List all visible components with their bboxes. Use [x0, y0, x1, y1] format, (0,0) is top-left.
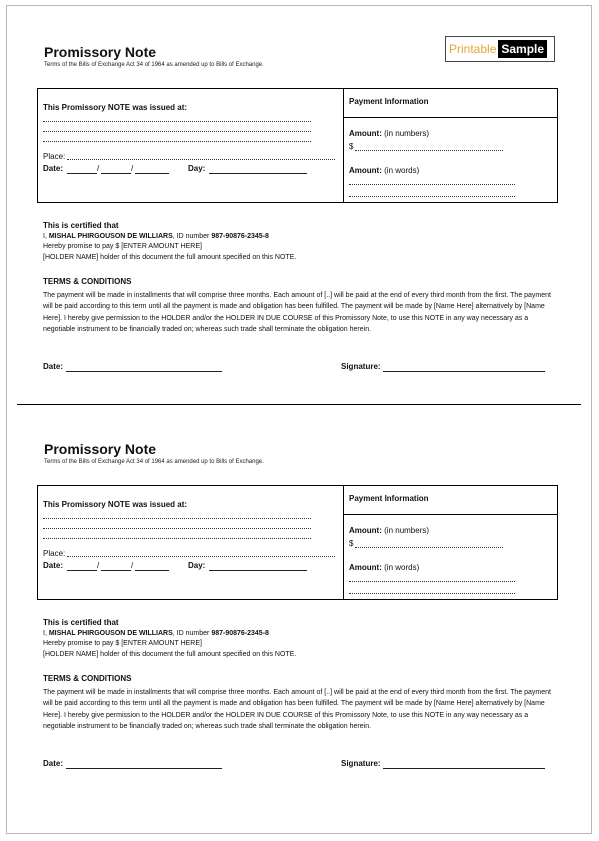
- amount-numbers-label-strong: Amount:: [349, 129, 382, 138]
- signing-date-field[interactable]: [66, 768, 222, 769]
- signature-field[interactable]: [383, 371, 545, 372]
- date-day-field[interactable]: [67, 173, 97, 174]
- terms-body: The payment will be made in installments that will comprise three months. Each amount of [..] will be paid at the end of every third month from the first. The payment will be paid according to this term until all the payment is made and obligation has been fulfilled. The payment will be made by [Name Here] alternatively by [Name Here]. I hereby give permission to the HOLDER and/or the HOLDER IN DUE COURSE of this Promissory Note, to use this NOTE in any way necessary as a negotiable instrument to be financially traded on; whereas such trade shall terminate the obligation herein.: [43, 689, 551, 731]
- promisor-prefix: I,: [43, 630, 47, 637]
- amount-numbers-hint: (in numbers): [384, 129, 430, 138]
- day-label: Day:: [188, 164, 206, 173]
- issued-at-line-2[interactable]: [43, 131, 311, 132]
- terms-body: The payment will be made in installments that will comprise three months. Each amount of [..] will be paid at the end of every third month from the first. The payment will be paid according to this term until all the payment is made and obligation has been fulfilled. The payment will be made by [Name Here] alternatively by [Name Here]. I hereby give permission to the HOLDER and/or the HOLDER IN DUE COURSE of this Promissory Note, to use this NOTE in any way necessary as a negotiable instrument to be financially traded on; whereas such trade shall terminate the obligation herein.: [43, 292, 551, 334]
- certified-heading: This is certified that: [43, 221, 119, 230]
- issued-at-label: This Promissory NOTE was issued at:: [43, 103, 188, 112]
- box-divider: [343, 89, 344, 202]
- dollar-sign: $: [349, 539, 354, 548]
- amount-words-hint: (in words): [384, 166, 420, 175]
- place-field[interactable]: [67, 556, 335, 557]
- amount-words-label: [349, 563, 419, 572]
- date-label: Date:: [43, 561, 64, 570]
- day-label: Day:: [188, 561, 206, 570]
- payment-info-title: Payment Information: [349, 494, 429, 503]
- id-label: , ID number: [172, 233, 210, 240]
- id-label: , ID number: [172, 630, 210, 637]
- promisor-line: [43, 233, 269, 240]
- signing-date-label: Date:: [43, 362, 64, 371]
- amount-words-hint: (in words): [384, 563, 420, 572]
- date-month-field[interactable]: [101, 173, 131, 174]
- signature-label: Signature:: [341, 759, 381, 768]
- amount-words-field-1[interactable]: [349, 581, 515, 582]
- promise-amount-line: Hereby promise to pay $ [ENTER AMOUNT HERE]: [43, 640, 202, 647]
- issued-at-line-2[interactable]: [43, 528, 311, 529]
- amount-words-label: [349, 166, 419, 175]
- promise-amount-line: Hereby promise to pay $ [ENTER AMOUNT HERE]: [43, 243, 202, 250]
- amount-numbers-hint: (in numbers): [384, 526, 430, 535]
- promissory-note-1: [0, 0, 599, 397]
- date-separator-1: /: [97, 561, 100, 570]
- terms-heading: TERMS & CONDITIONS: [43, 277, 132, 286]
- amount-words-field-1[interactable]: [349, 184, 515, 185]
- amount-words-field-2[interactable]: [349, 196, 515, 197]
- terms-heading: TERMS & CONDITIONS: [43, 674, 132, 683]
- date-month-field[interactable]: [101, 570, 131, 571]
- amount-numbers-label: [349, 129, 429, 138]
- issue-info-box: [37, 485, 558, 600]
- signature-label: Signature:: [341, 362, 381, 371]
- amount-words-label-strong: Amount:: [349, 563, 382, 572]
- signature-field[interactable]: [383, 768, 545, 769]
- date-day-field[interactable]: [67, 570, 97, 571]
- day-field[interactable]: [209, 173, 307, 174]
- promisor-prefix: I,: [43, 233, 47, 240]
- amount-numbers-label-strong: Amount:: [349, 526, 382, 535]
- place-label: Place:: [43, 549, 66, 558]
- promisor-name: MISHAL PHIRGOUSON DE WILLIARS: [48, 233, 173, 240]
- date-separator-1: /: [97, 164, 100, 173]
- note-title: Promissory Note: [44, 44, 157, 60]
- logo-text-sample: Sample: [498, 40, 547, 58]
- signing-date-label: Date:: [43, 759, 64, 768]
- date-label: Date:: [43, 164, 64, 173]
- note-title: Promissory Note: [44, 441, 157, 457]
- payment-header-rule: [343, 514, 558, 515]
- date-separator-2: /: [131, 561, 134, 570]
- id-number: 987-90876-2345-8: [211, 233, 269, 240]
- note-subtitle: Terms of the Bills of Exchange Act 34 of 1964 as amended up to Bills of Exchange.: [44, 62, 264, 68]
- id-number: 987-90876-2345-8: [211, 630, 269, 637]
- issued-at-label: This Promissory NOTE was issued at:: [43, 500, 188, 509]
- note-subtitle: Terms of the Bills of Exchange Act 34 of 1964 as amended up to Bills of Exchange.: [44, 459, 264, 465]
- date-year-field[interactable]: [135, 173, 169, 174]
- box-divider: [343, 486, 344, 599]
- place-field[interactable]: [67, 159, 335, 160]
- holder-line: [HOLDER NAME] holder of this document the full amount specified on this NOTE.: [43, 254, 297, 261]
- issued-at-line-1[interactable]: [43, 518, 311, 519]
- date-year-field[interactable]: [135, 570, 169, 571]
- issued-at-line-1[interactable]: [43, 121, 311, 122]
- signing-date-field[interactable]: [66, 371, 222, 372]
- payment-header-rule: [343, 117, 558, 118]
- amount-words-label-strong: Amount:: [349, 166, 382, 175]
- issue-info-box: [37, 88, 558, 203]
- day-field[interactable]: [209, 570, 307, 571]
- issued-at-line-3[interactable]: [43, 538, 311, 539]
- dollar-sign: $: [349, 142, 354, 151]
- amount-numbers-label: [349, 526, 429, 535]
- issued-at-line-3[interactable]: [43, 141, 311, 142]
- amount-numbers-field[interactable]: [355, 150, 503, 151]
- promissory-note-2: [0, 397, 599, 794]
- payment-info-title: Payment Information: [349, 97, 429, 106]
- certified-heading: This is certified that: [43, 618, 119, 627]
- amount-words-field-2[interactable]: [349, 593, 515, 594]
- amount-numbers-field[interactable]: [355, 547, 503, 548]
- place-label: Place:: [43, 152, 66, 161]
- promisor-line: [43, 630, 269, 637]
- holder-line: [HOLDER NAME] holder of this document the full amount specified on this NOTE.: [43, 651, 297, 658]
- date-separator-2: /: [131, 164, 134, 173]
- promisor-name: MISHAL PHIRGOUSON DE WILLIARS: [48, 630, 173, 637]
- logo-text-printable: Printable: [446, 37, 496, 61]
